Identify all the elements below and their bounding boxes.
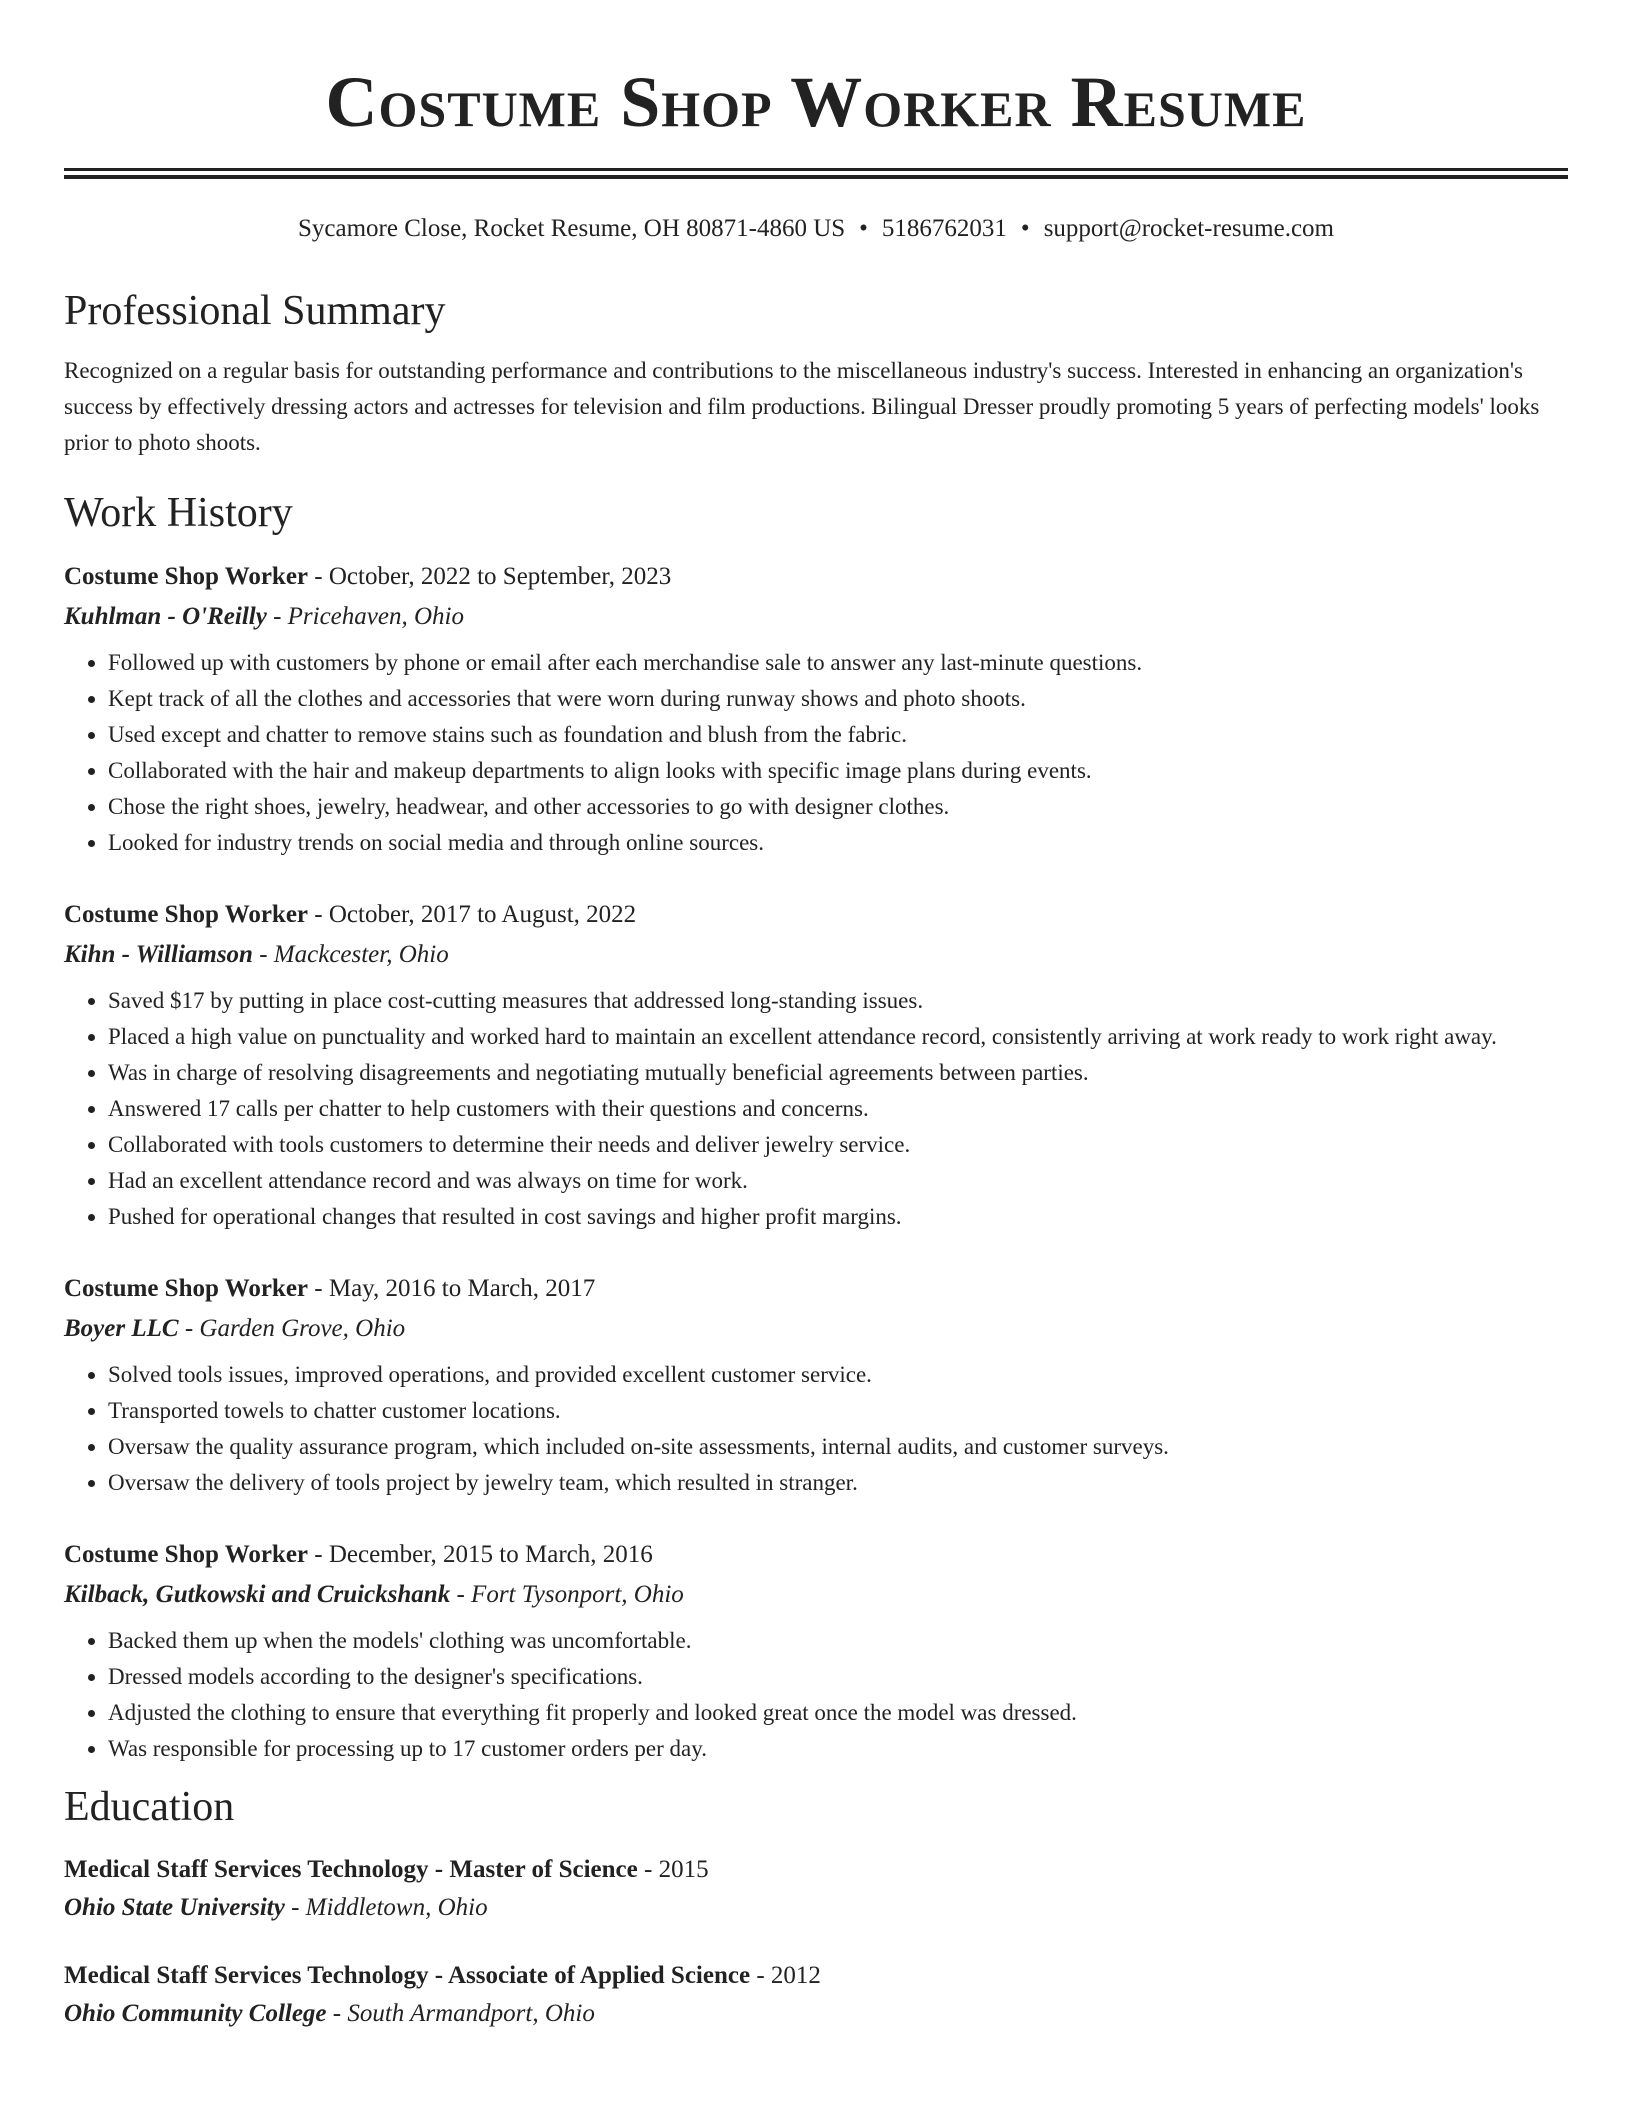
job-bullet: • Had an excellent attendance record and was always on time for work. (108, 1163, 1568, 1199)
job-dates: December, 2015 to March, 2016 (328, 1541, 653, 1568)
job-title-line (64, 895, 1568, 935)
job-title: Costume Shop Worker (64, 1275, 309, 1302)
dash: - (284, 1894, 306, 1921)
job-bullet: • Looked for industry trends on social media and through online sources. (108, 825, 1568, 861)
job-entry (64, 895, 1568, 1235)
degree-line (64, 1851, 1568, 1889)
job-bullet: • Placed a high value on punctuality and worked hard to maintain an excellent attendance record, consistently arriving at work ready to work right away. (108, 1019, 1568, 1055)
company-location: Fort Tysonport, Ohio (471, 1581, 684, 1608)
contact-phone: 5186762031 (881, 215, 1007, 242)
school-location: Middletown, Ohio (305, 1894, 488, 1921)
company-name: Kuhlman - O'Reilly (64, 603, 267, 630)
job-bullet: • Kept track of all the clothes and accessories that were worn during runway shows and photo shoots. (108, 681, 1568, 717)
job-bullet: • Was in charge of resolving disagreements and negotiating mutually beneficial agreements between parties. (108, 1055, 1568, 1091)
job-bullets (64, 645, 1568, 861)
job-bullet: • Solved tools issues, improved operations, and provided excellent customer service. (108, 1357, 1568, 1393)
page-title: Costume Shop Worker Resume (325, 62, 1307, 142)
contact-separator: • (1020, 215, 1030, 242)
job-bullet: • Followed up with customers by phone or email after each merchandise sale to answer any last-minute questions. (108, 645, 1568, 681)
job-title: Costume Shop Worker (64, 901, 309, 928)
company-line (64, 1309, 1568, 1349)
job-bullet: • Chose the right shoes, jewelry, headwear, and other accessories to go with designer clothes. (108, 789, 1568, 825)
job-entry (64, 557, 1568, 861)
job-bullet: • Transported towels to chatter customer locations. (108, 1393, 1568, 1429)
job-bullet: • Collaborated with the hair and makeup departments to align looks with specific image plans during events. (108, 753, 1568, 789)
job-title: Costume Shop Worker (64, 1541, 309, 1568)
job-title-line (64, 557, 1568, 597)
degree-year: 2015 (658, 1856, 709, 1883)
dash: - (637, 1856, 659, 1883)
dash: - (326, 2000, 348, 2027)
company-line (64, 597, 1568, 637)
job-title-line (64, 1535, 1568, 1575)
summary-text: Recognized on a regular basis for outstanding performance and contributions to the miscellaneous industry's success. Interested in enhancing an organization's success by effectively dressing actors and actresses for television and film productions. Bilingual Dresser proudly promoting 5 years of perfecting models' looks prior to photo shoots. (64, 358, 1540, 455)
degree-line (64, 1957, 1568, 1995)
degree: Medical Staff Services Technology - Associate of Applied Science (64, 1962, 751, 1989)
job-bullet: • Collaborated with tools customers to determine their needs and deliver jewelry service. (108, 1127, 1568, 1163)
dash: - (308, 563, 329, 590)
job-entry (64, 1535, 1568, 1767)
job-dates: May, 2016 to March, 2017 (328, 1275, 596, 1302)
company-location: Mackcester, Ohio (273, 941, 449, 968)
job-bullet: • Adjusted the clothing to ensure that everything fit properly and looked great once the model was dressed. (108, 1695, 1568, 1731)
job-bullets (64, 983, 1568, 1235)
job-dates: October, 2022 to September, 2023 (328, 563, 672, 590)
dash: - (308, 1541, 329, 1568)
degree-year: 2012 (770, 1962, 821, 1989)
company-name: Kihn - Williamson (64, 941, 253, 968)
work-history-heading: Work History (64, 490, 293, 536)
job-bullets (64, 1357, 1568, 1501)
company-name: Boyer LLC (64, 1315, 179, 1342)
job-bullet: • Answered 17 calls per chatter to help customers with their questions and concerns. (108, 1091, 1568, 1127)
dash: - (308, 901, 329, 928)
job-bullet: • Dressed models according to the designer's specifications. (108, 1659, 1568, 1695)
job-bullet: • Pushed for operational changes that resulted in cost savings and higher profit margins. (108, 1199, 1568, 1235)
job-bullet: • Backed them up when the models' clothing was uncomfortable. (108, 1623, 1568, 1659)
degree: Medical Staff Services Technology - Master of Science (64, 1856, 638, 1883)
company-line (64, 1575, 1568, 1615)
school-location: South Armandport, Ohio (347, 2000, 595, 2027)
dash: - (252, 941, 274, 968)
education-entry (64, 1851, 1568, 1927)
school-name: Ohio State University (64, 1894, 285, 1921)
school-name: Ohio Community College (64, 2000, 327, 2027)
education-heading: Education (64, 1784, 235, 1830)
dash: - (450, 1581, 472, 1608)
company-name: Kilback, Gutkowski and Cruickshank (64, 1581, 451, 1608)
job-title-line (64, 1269, 1568, 1309)
contact-email: support@rocket-resume.com (1043, 215, 1334, 242)
job-bullets (64, 1623, 1568, 1767)
job-bullet: • Saved $17 by putting in place cost-cutting measures that addressed long-standing issues. (108, 983, 1568, 1019)
dash: - (750, 1962, 771, 1989)
job-entry (64, 1269, 1568, 1501)
education-entry (64, 1957, 1568, 2033)
title-divider (64, 168, 1568, 179)
school-line (64, 1889, 1568, 1927)
job-bullet: • Oversaw the delivery of tools project by jewelry team, which resulted in stranger. (108, 1465, 1568, 1501)
dash: - (266, 603, 288, 630)
company-location: Pricehaven, Ohio (287, 603, 464, 630)
company-line (64, 935, 1568, 975)
job-bullet: • Was responsible for processing up to 17 customer orders per day. (108, 1731, 1568, 1767)
job-dates: October, 2017 to August, 2022 (328, 901, 637, 928)
summary-heading: Professional Summary (64, 288, 446, 334)
job-bullet: • Oversaw the quality assurance program, which included on-site assessments, internal audits, and customer surveys. (108, 1429, 1568, 1465)
dash: - (178, 1315, 200, 1342)
job-bullet: • Used except and chatter to remove stains such as foundation and blush from the fabric. (108, 717, 1568, 753)
contact-address: Sycamore Close, Rocket Resume, OH 80871-4860 US (298, 215, 846, 242)
school-line (64, 1995, 1568, 2033)
company-location: Garden Grove, Ohio (199, 1315, 406, 1342)
dash: - (308, 1275, 329, 1302)
contact-separator: • (859, 215, 868, 242)
job-title: Costume Shop Worker (64, 563, 309, 590)
contact-line (64, 213, 1568, 245)
